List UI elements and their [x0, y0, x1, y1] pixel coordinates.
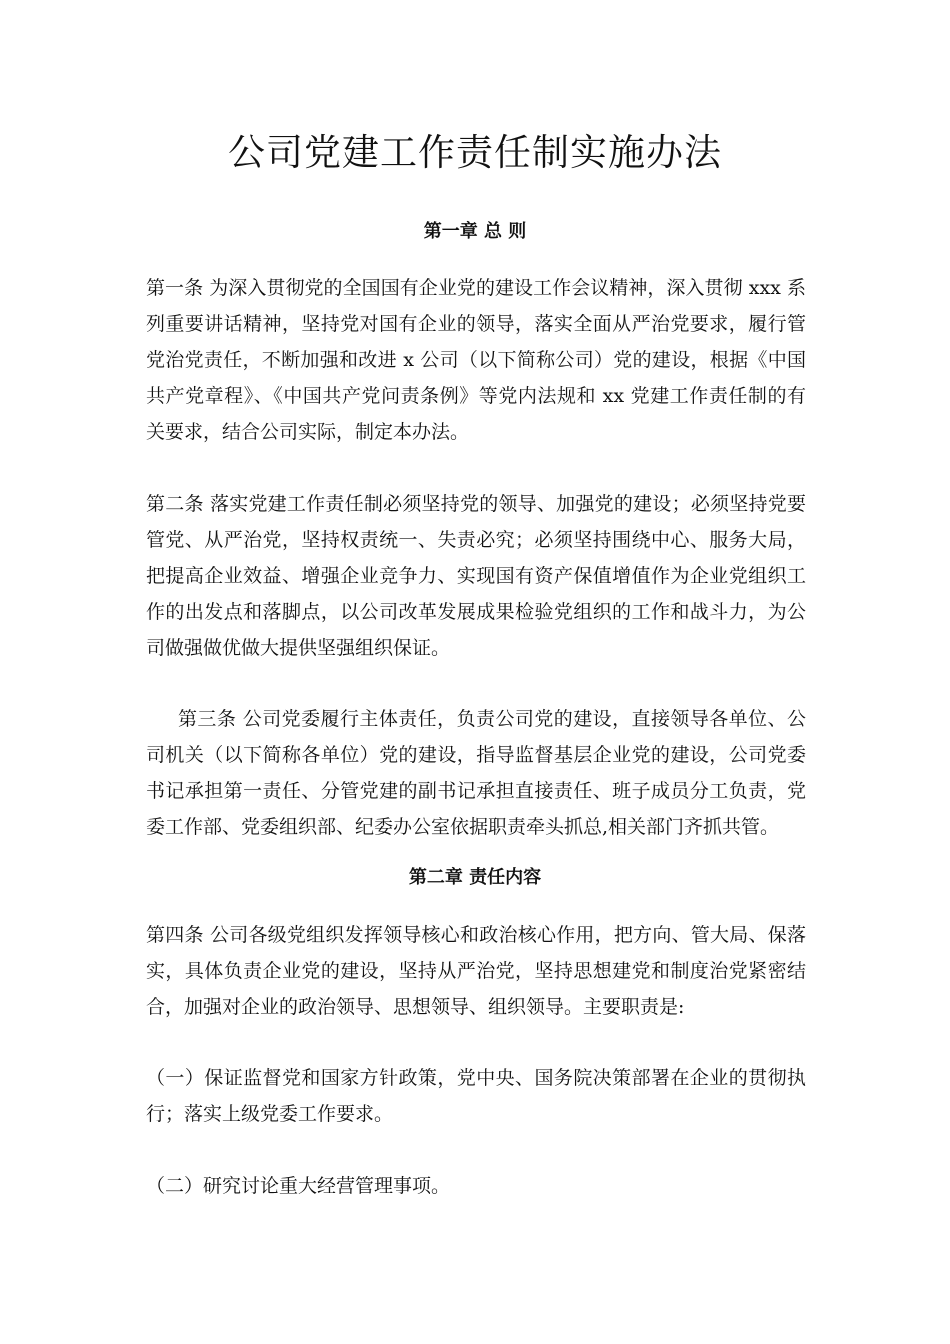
article-2-paragraph: 第二条 落实党建工作责任制必须坚持党的领导、加强党的建设；必须坚持党要管党、从严治党，坚持权责统一、失责必究；必须坚持围绕中心、服务大局，把提高企业效益、增强企业竞争力、实现国有资产保值增值作为企业党组织工作的出发点和落脚点，以公司改革发展成果检验党组织的工作和战斗力，为公司做强做优做大提供坚强组织保证。	[146, 493, 806, 659]
document-title: 公司党建工作责任制实施办法	[228, 131, 722, 174]
article-1-paragraph: 第一条 为深入贯彻党的全国国有企业党的建设工作会议精神，深入贯彻 xxx 系列重要讲话精神，坚持党对国有企业的领导，落实全面从严治党要求，履行管党治党责任，不断加强和改进 x 公司（以下简称公司）党的建设，根据《中国共产党章程》、《中国共产党问责条例》等党内法规和 xx 党建工作责任制的有关要求，结合公司实际，制定本办法。	[146, 277, 806, 443]
duty-item-1: （一）保证监督党和国家方针政策，党中央、国务院决策部署在企业的贯彻执行；落实上级党委工作要求。	[146, 1067, 806, 1125]
chapter-1-heading: 第一章 总 则	[423, 221, 527, 242]
duty-item-2: （二）研究讨论重大经营管理事项。	[146, 1175, 451, 1197]
article-4-paragraph: 第四条 公司各级党组织发挥领导核心和政治核心作用，把方向、管大局、保落实，具体负责企业党的建设，坚持从严治党，坚持思想建党和制度治党紧密结合，加强对企业的政治领导、思想领导、组织领导。主要职责是:	[146, 924, 806, 1018]
chapter-2-heading: 第二章 责任内容	[408, 867, 542, 888]
article-3-paragraph: 第三条 公司党委履行主体责任，负责公司党的建设，直接领导各单位、公司机关（以下简称各单位）党的建设，指导监督基层企业党的建设，公司党委书记承担第一责任、分管党建的副书记承担直接责任、班子成员分工负责，党委工作部、党委组织部、纪委办公室依据职责牵头抓总,相关部门齐抓共管。	[146, 708, 806, 838]
